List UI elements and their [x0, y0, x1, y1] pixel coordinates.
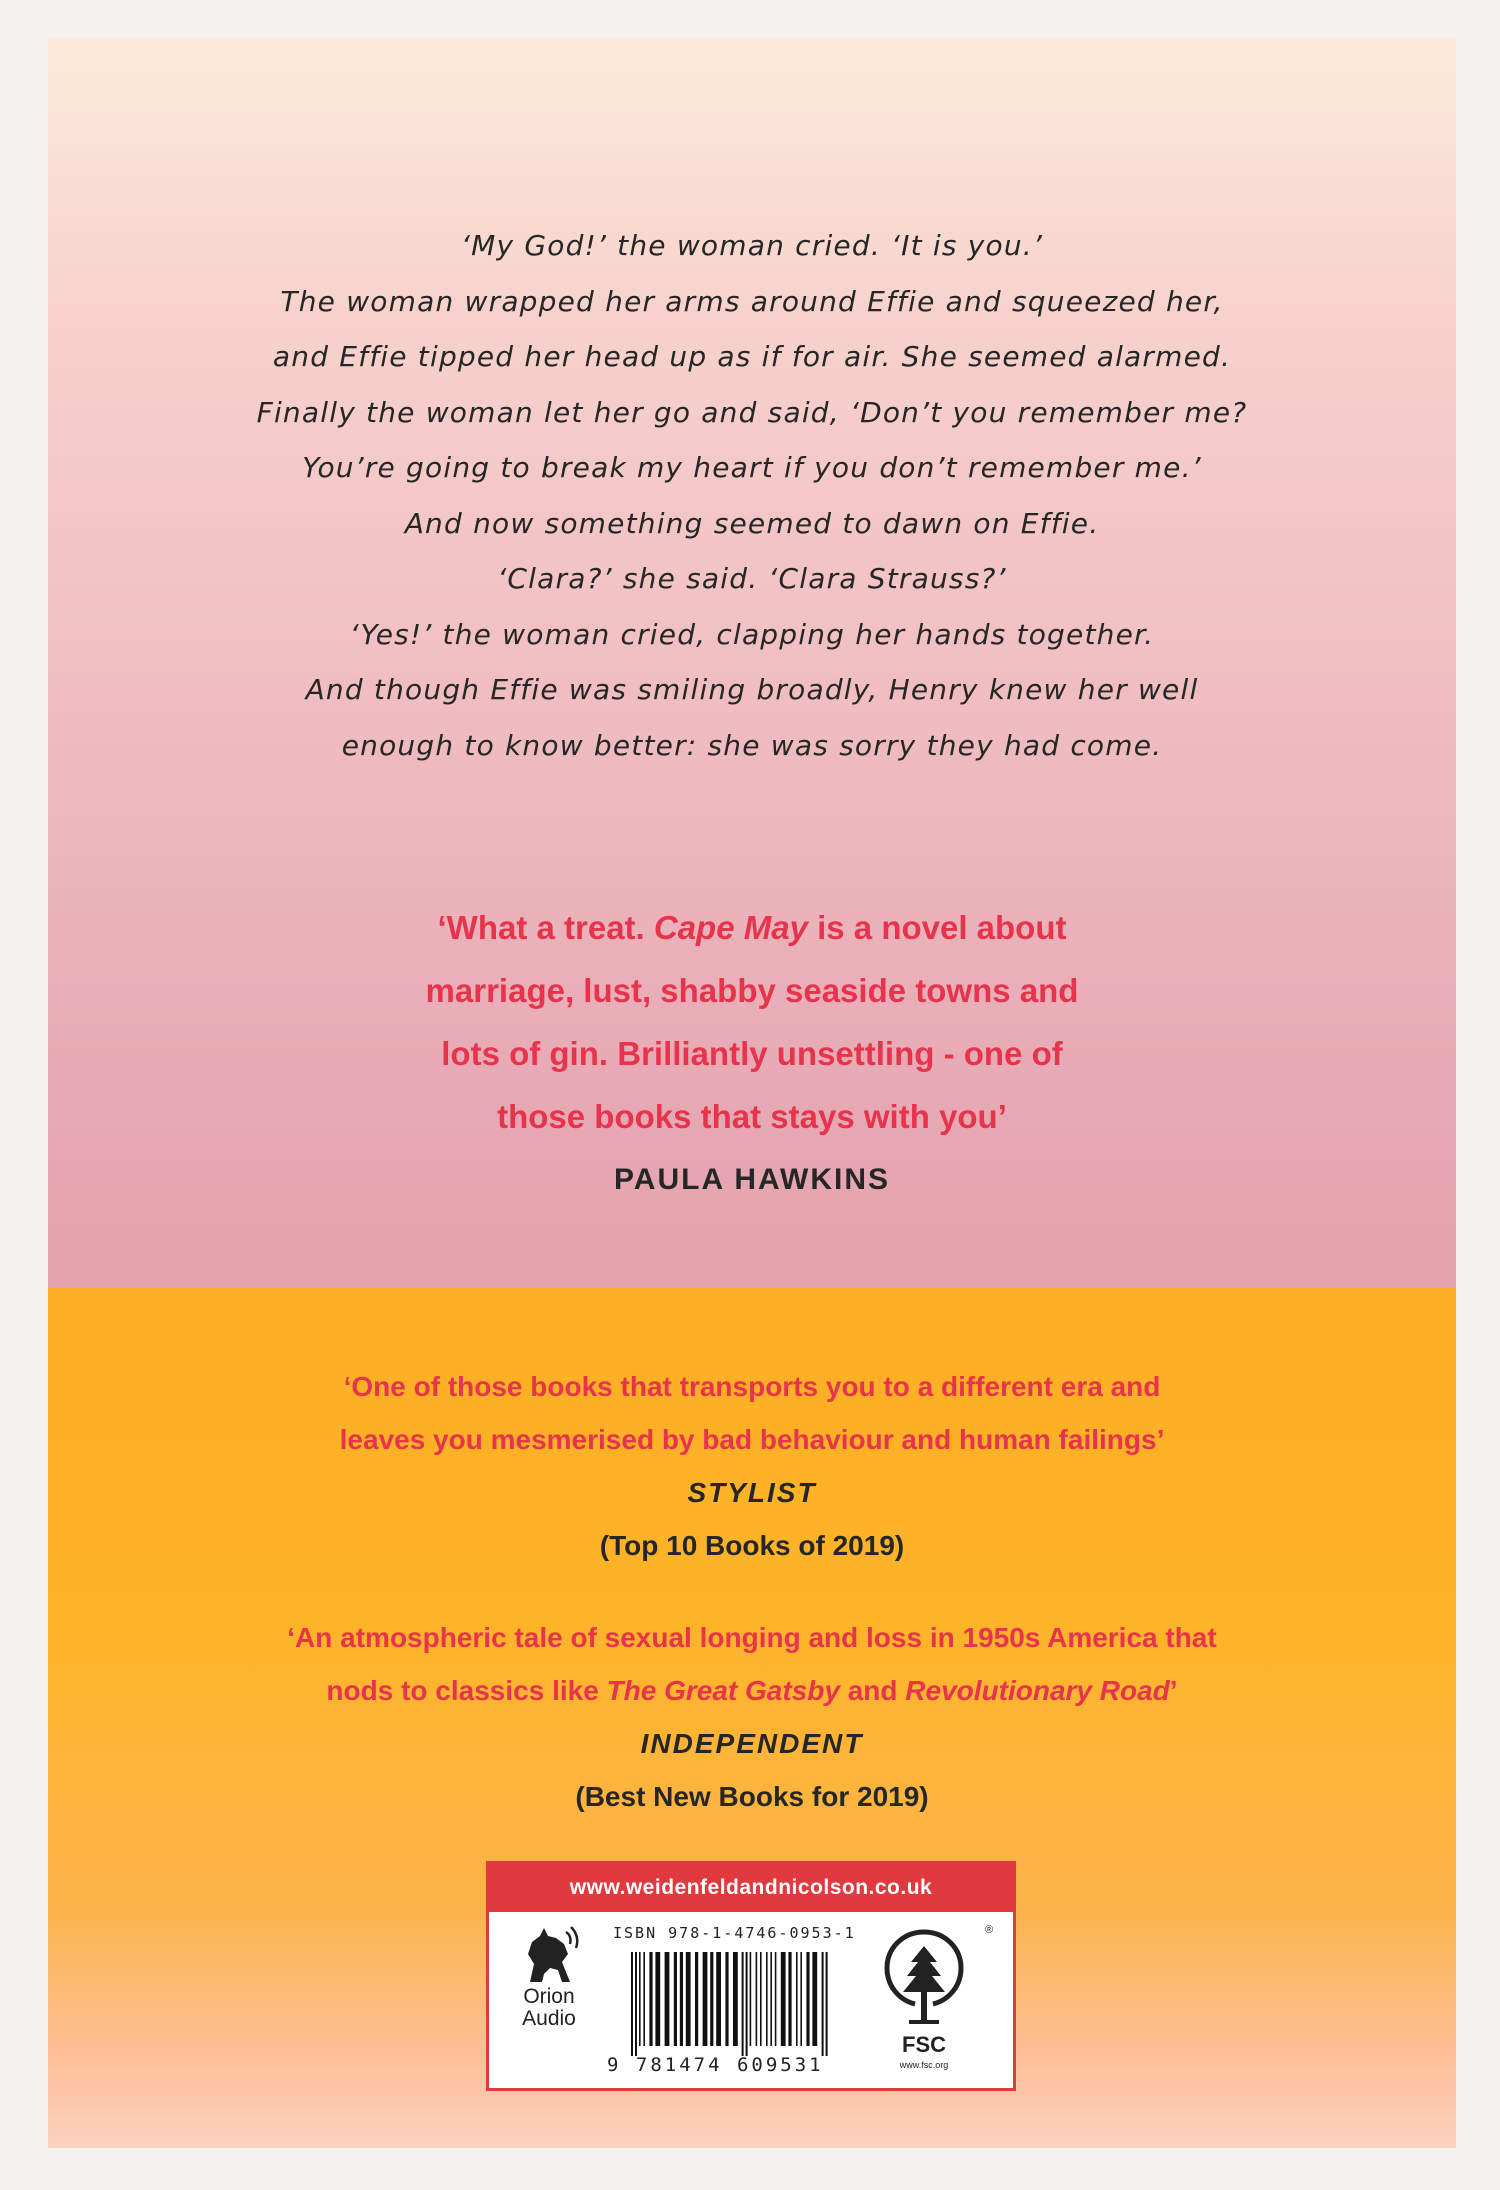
barcode-bar: [710, 1952, 713, 2046]
barcode-digits: 9 781474 609531: [607, 2054, 824, 2076]
barcode-bar: [822, 1952, 824, 2056]
book-title: Cape May: [653, 909, 808, 946]
barcode-bar: [788, 1952, 791, 2046]
excerpt-line: and Effie tipped her head up as if for air. She seemed alarmed.: [272, 340, 1232, 373]
excerpt-line: And though Effie was smiling broadly, Henry knew her well: [305, 673, 1199, 706]
quote-attribution: PAULA HAWKINS: [614, 1163, 890, 1196]
barcode-bar: [756, 1952, 758, 2046]
stylist-quote: [48, 1360, 1456, 1572]
fsc-website: www.fsc.org: [899, 2060, 949, 2070]
excerpt-line: The woman wrapped her arms around Effie and squeezed her,: [280, 284, 1224, 318]
barcode-bar: [796, 1952, 798, 2046]
barcode-bar: [703, 1952, 708, 2046]
barcode-bar: [746, 1952, 748, 2056]
excerpt-line: And now something seemed to dawn on Effie.: [404, 506, 1100, 540]
fsc-logo: [869, 1926, 999, 2076]
quote-line: nods to classics like The Great Gatsby and Revolutionary Road’: [326, 1675, 1178, 1706]
barcode-bar: [686, 1952, 691, 2046]
excerpt-line: ‘My God!’ the woman cried. ‘It is you.’: [461, 229, 1043, 262]
book-title: The Great Gatsby: [606, 1675, 840, 1706]
quote-note: (Top 10 Books of 2019): [599, 1530, 905, 1561]
quote-line: marriage, lust, shabby seaside towns and: [425, 972, 1079, 1009]
hawkins-quote: [48, 896, 1456, 1211]
fsc-tree-icon: [869, 1926, 979, 2030]
barcode-bar: [631, 1952, 633, 2056]
barcode-bar: [643, 1952, 645, 2046]
barcode-bar: [716, 1952, 721, 2046]
barcode-bar: [725, 1952, 728, 2046]
barcode-graphic: [629, 1952, 853, 2056]
quote-line: leaves you mesmerised by bad behaviour and human failings’: [339, 1424, 1165, 1455]
barcode-bar: [674, 1952, 677, 2046]
barcode-bar: [733, 1952, 738, 2046]
quote-source: STYLIST: [687, 1477, 817, 1508]
quote-line: ‘What a treat. Cape May is a novel about: [437, 909, 1067, 946]
excerpt-line: You’re going to break my heart if you don’t remember me.’: [302, 451, 1202, 484]
barcode-bar: [812, 1952, 817, 2046]
fsc-label: FSC: [902, 2032, 946, 2057]
barcode-bar: [680, 1952, 683, 2046]
barcode-bar: [665, 1952, 670, 2046]
quote-note: (Best New Books for 2019): [575, 1781, 929, 1812]
barcode-bar: [655, 1952, 660, 2046]
quote-line: those books that stays with you’: [497, 1098, 1007, 1135]
barcode-bar: [766, 1952, 768, 2046]
quote-line: ‘One of those books that transports you to a different era and: [343, 1371, 1161, 1402]
barcode-bar: [635, 1952, 637, 2056]
quote-line: lots of gin. Brilliantly unsettling - one of: [441, 1035, 1063, 1072]
excerpt-line: Finally the woman let her go and said, ‘Don’t you remember me?: [256, 395, 1248, 429]
barcode-bar: [649, 1952, 652, 2046]
excerpt-line: ‘Clara?’ she said. ‘Clara Strauss?’: [497, 562, 1007, 595]
barcode-bar: [806, 1952, 809, 2046]
orion-audio-logo: [503, 1924, 595, 2030]
barcode-panel: [486, 1861, 1016, 2091]
barcode-bar: [775, 1952, 777, 2046]
barcode-bar: [750, 1952, 752, 2046]
barcode-bar: [760, 1952, 762, 2046]
independent-quote: [48, 1611, 1456, 1823]
publisher-name: Audio: [522, 2007, 576, 2030]
barcode-bar: [781, 1952, 786, 2046]
barcode-bar: [695, 1952, 698, 2046]
barcode-bar: [826, 1952, 828, 2056]
orion-dog-icon: [514, 1924, 584, 1986]
barcode-bar: [800, 1952, 802, 2046]
barcode-bar: [742, 1952, 744, 2056]
excerpt-line: enough to know better: she was sorry they had come.: [341, 728, 1163, 762]
registered-mark: ®: [985, 1924, 994, 1936]
barcode-bar: [639, 1952, 641, 2046]
quote-line: ‘An atmospheric tale of sexual longing and loss in 1950s America that: [287, 1622, 1217, 1653]
isbn-text: ISBN 978-1-4746-0953-1: [613, 1924, 856, 1942]
book-title: Revolutionary Road: [905, 1675, 1170, 1706]
publisher-name: Orion: [523, 1985, 575, 2008]
excerpt-line: ‘Yes!’ the woman cried, clapping her hands together.: [349, 617, 1155, 651]
quote-source: INDEPENDENT: [640, 1728, 864, 1759]
back-cover: [48, 38, 1456, 2148]
excerpt-text: [48, 218, 1456, 773]
publisher-url[interactable]: www.weidenfeldandnicolson.co.uk: [489, 1864, 1013, 1912]
barcode-bar: [770, 1952, 772, 2046]
